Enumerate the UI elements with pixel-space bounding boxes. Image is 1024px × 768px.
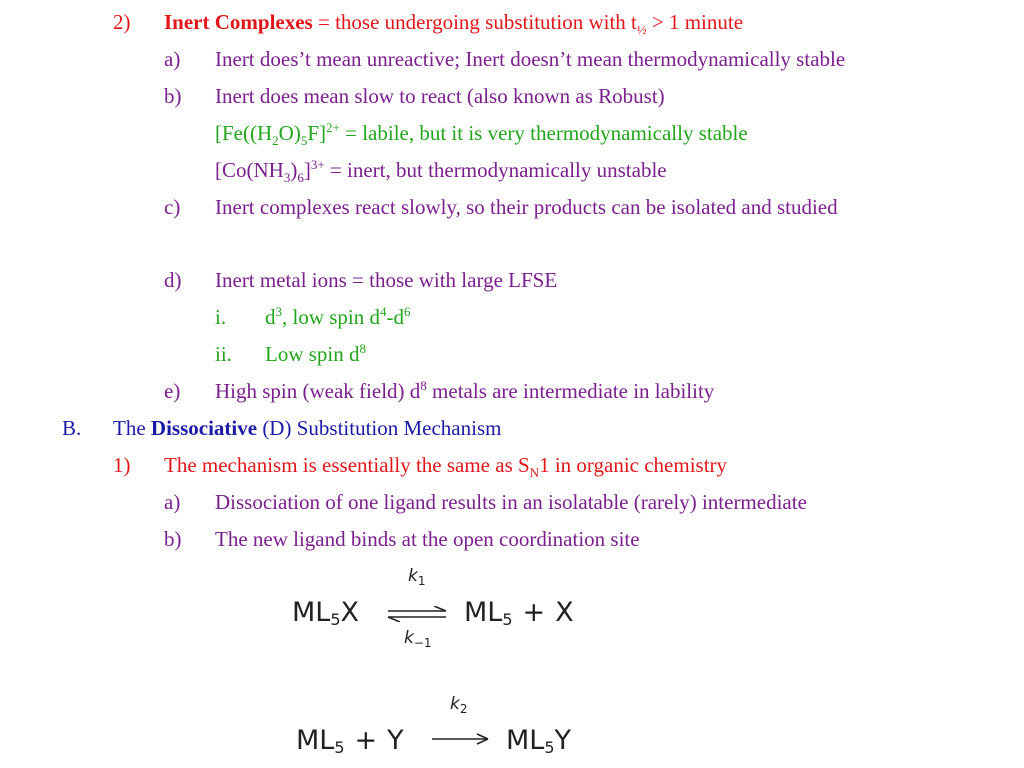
item-label: a)	[164, 47, 181, 71]
item-label: e)	[164, 379, 181, 403]
equilibrium-arrows-icon	[386, 606, 448, 622]
item-text: The new ligand binds at the open coordination site	[215, 527, 640, 551]
term-inert-complexes: Inert Complexes	[164, 10, 313, 34]
eq1-forward-rate-constant: $k_1$	[408, 566, 426, 589]
item-label: ii.	[215, 342, 232, 366]
item-label: a)	[164, 490, 181, 514]
item-text: Dissociation of one ligand results in an isolatable (rarely) intermediate	[215, 490, 807, 514]
item-text: Inert does mean slow to react (also known as Robust)	[215, 84, 665, 108]
item-text: Inert does’t mean unreactive; Inert doesn’t mean thermodynamically stable	[215, 47, 846, 71]
eq2-reactants: $ML_5 + Y$	[296, 725, 404, 758]
item-text: Inert complexes react slowly, so their products can be isolated and studied	[215, 195, 838, 219]
item-label: b)	[164, 527, 182, 551]
item-label: 1)	[113, 453, 131, 477]
item-label: b)	[164, 84, 182, 108]
item-text: Inert metal ions = those with large LFSE	[215, 268, 558, 292]
eq1-reactant: $ML_5X$	[292, 597, 360, 630]
forward-arrow-icon	[430, 733, 492, 745]
item-label: i.	[215, 305, 227, 329]
eq1-products: $ML_5 + X$	[464, 597, 574, 630]
eq1-reverse-rate-constant: $k_{-1}$	[404, 628, 432, 651]
item-label: d)	[164, 268, 182, 292]
item-label: 2)	[113, 10, 131, 34]
item-label: c)	[164, 195, 181, 219]
section-label: B.	[62, 416, 82, 440]
eq2-rate-constant: $k_2$	[450, 694, 468, 717]
eq2-product: $ML_5Y$	[506, 725, 572, 758]
term-dissociative: Dissociative	[150, 416, 258, 440]
